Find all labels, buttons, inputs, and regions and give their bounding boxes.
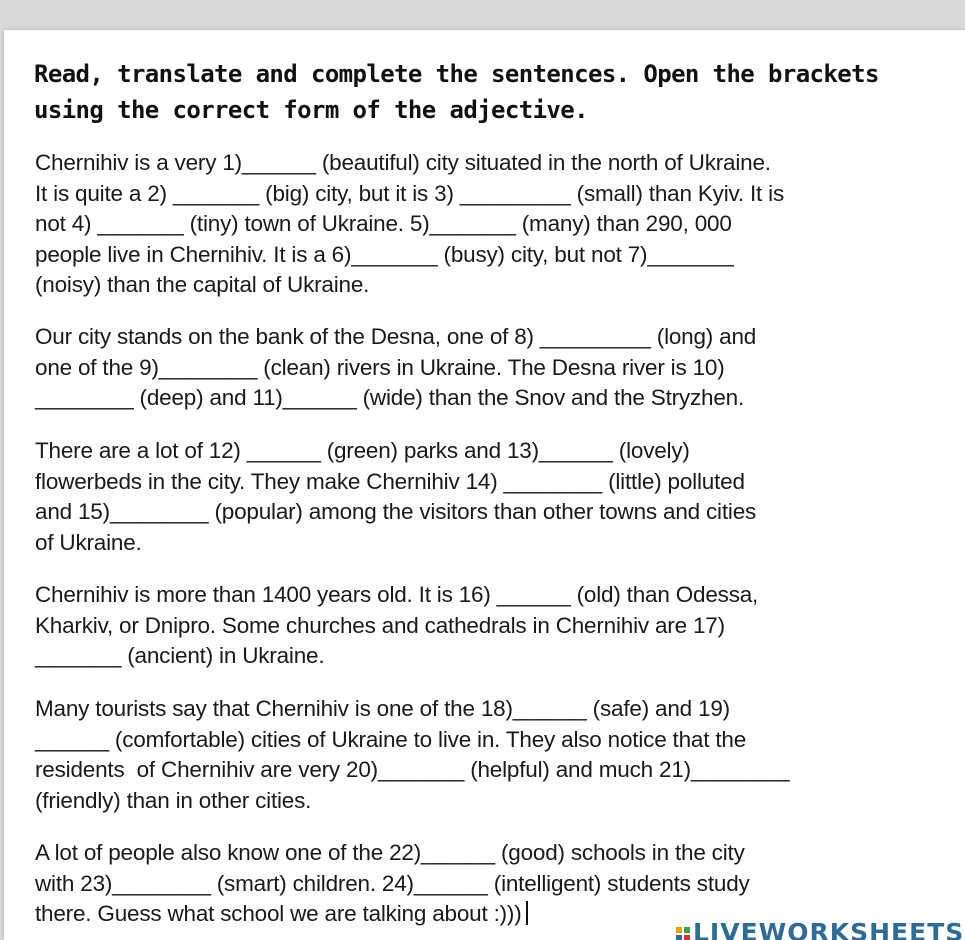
text-cursor (526, 901, 528, 925)
text-line: There are a lot of 12) ______ (green) parks and 13)______ (lovely) (35, 438, 690, 463)
text-line: (friendly) than in other cities. (35, 787, 312, 813)
logo-icon (676, 927, 690, 940)
text-line: of Ukraine. (35, 529, 142, 555)
logo-text: LIVEWORKSHEETS (693, 918, 965, 940)
text-line: Kharkiv, or Dnipro. Some churches and cathedrals in Chernihiv are 17) (35, 612, 725, 638)
instructions-heading (34, 56, 914, 128)
text-line: residents of Chernihiv are very 20)_______ (helpful) and much 21)________ (35, 757, 790, 782)
text-line: with 23)________ (smart) children. 24)______ (intelligent) students study (35, 870, 750, 896)
paragraph-4 (35, 580, 940, 672)
text-line: Chernihiv is more than 1400 years old. It is 16) ______ (old) than Odessa, (35, 582, 759, 607)
paragraph-5 (35, 694, 940, 816)
worksheet-page (4, 30, 965, 940)
paragraph-1 (35, 148, 940, 301)
text-line: not 4) _______ (tiny) town of Ukraine. 5)_______ (many) than 290, 000 (35, 211, 732, 236)
paragraph-2 (35, 322, 940, 414)
text-line: ______ (comfortable) cities of Ukraine to live in. They also notice that the (35, 726, 747, 752)
paragraph-6 (35, 838, 940, 930)
text-line: one of the 9)________ (clean) rivers in Ukraine. The Desna river is 10) (35, 354, 725, 380)
instructions-line-1: Read, translate and complete the sentences. Open the brackets (34, 60, 879, 88)
text-line: _______ (ancient) in Ukraine. (35, 643, 325, 668)
text-line: and 15)________ (popular) among the visitors than other towns and cities (35, 499, 757, 524)
text-line: ________ (deep) and 11)______ (wide) than the Snov and the Stryzhen. (35, 385, 745, 410)
text-line: A lot of people also know one of the 22)______ (good) schools in the city (35, 840, 745, 865)
text-line: Our city stands on the bank of the Desna, one of 8) _________ (long) and (35, 324, 757, 349)
text-line: flowerbeds in the city. They make Chernihiv 14) ________ (little) polluted (35, 468, 745, 494)
text-line: (noisy) than the capital of Ukraine. (35, 272, 370, 297)
liveworksheets-logo (676, 918, 964, 940)
text-line: Many tourists say that Chernihiv is one of the 18)______ (safe) and 19) (35, 696, 730, 721)
text-line: people live in Chernihiv. It is a 6)_______ (busy) city, but not 7)_______ (35, 241, 734, 267)
final-line-text: there. Guess what school we are talking about :))) (35, 901, 522, 926)
text-line: Chernihiv is a very 1)______ (beautiful) city situated in the north of Ukraine. (35, 150, 771, 175)
paragraph-3 (35, 436, 940, 558)
instructions-line-2: using the correct form of the adjective. (34, 96, 588, 124)
text-line: It is quite a 2) _______ (big) city, but it is 3) _________ (small) than Kyiv. It is (35, 180, 784, 206)
